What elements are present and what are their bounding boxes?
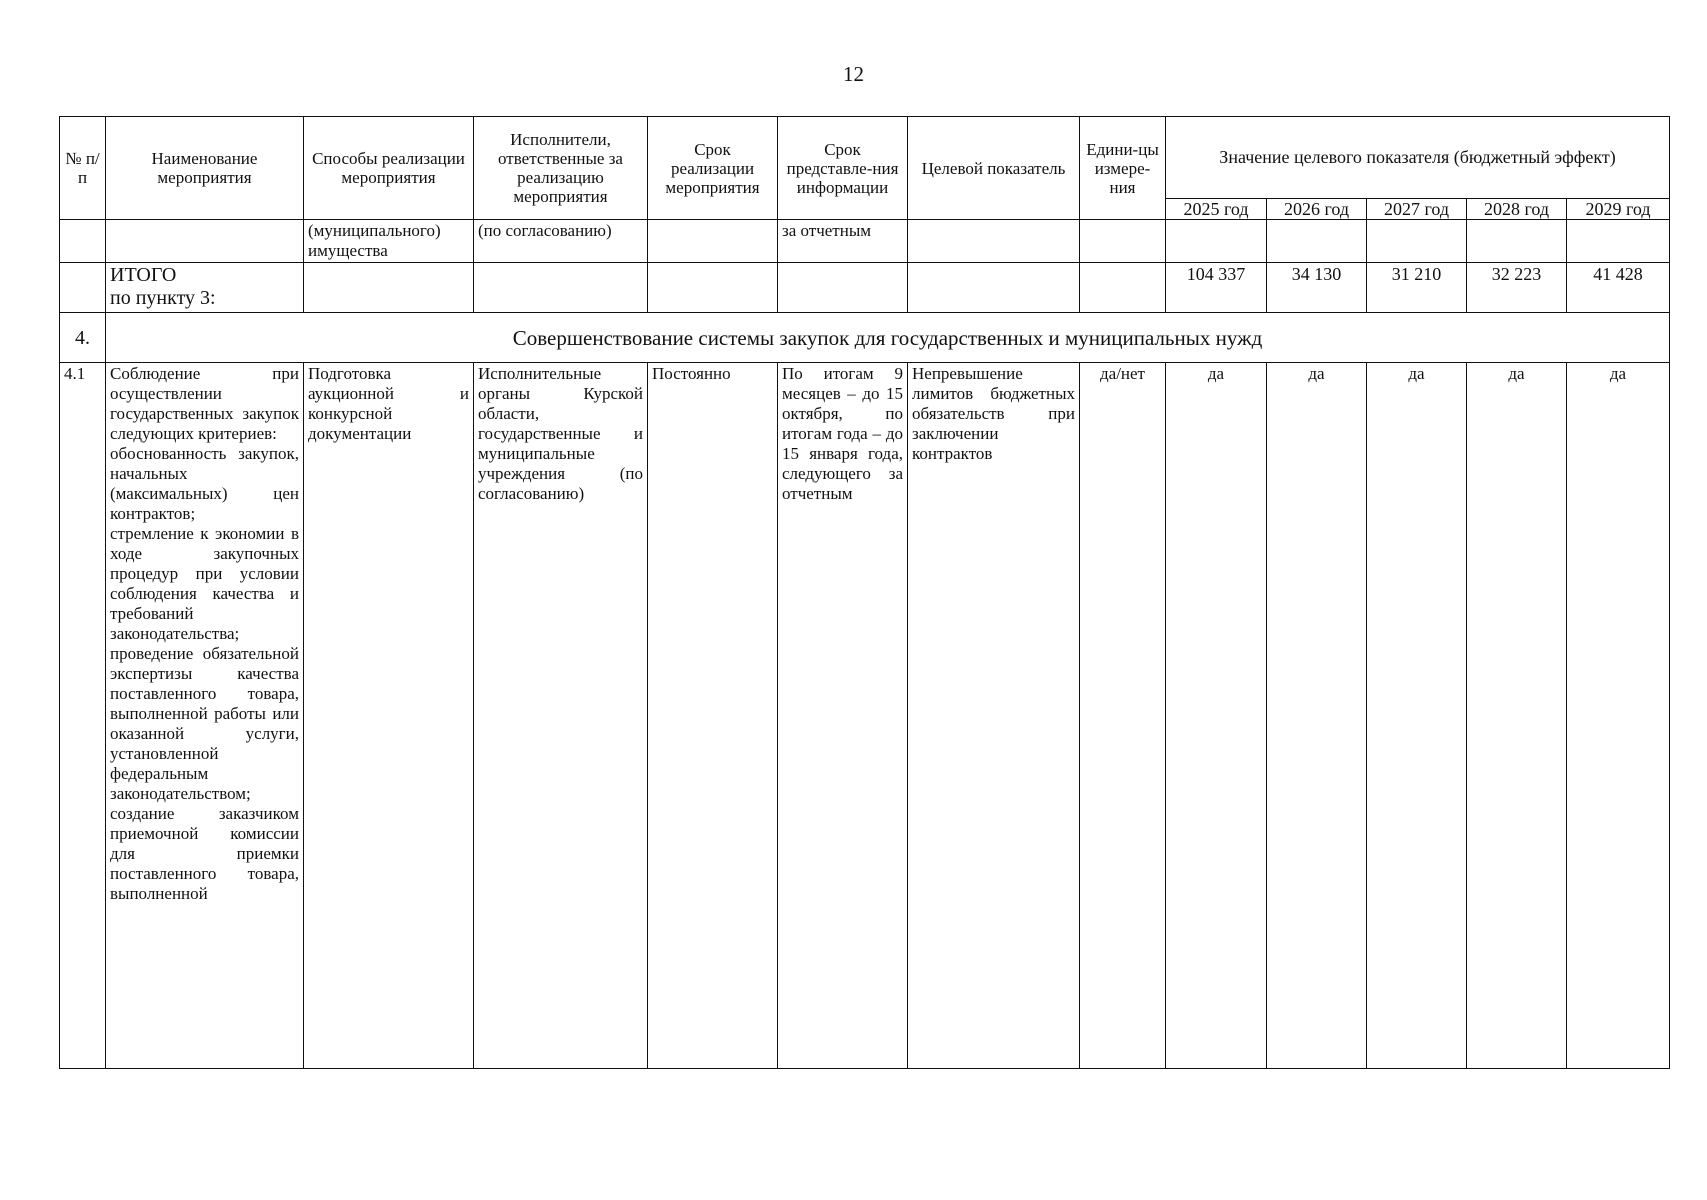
total-row [60, 263, 1670, 313]
total-value: 31 210 [1367, 263, 1467, 313]
total-value: 104 337 [1166, 263, 1267, 313]
total-label-line2: по пункту 3: [110, 287, 216, 309]
continuation-row [60, 220, 1670, 263]
item-value: да [1166, 363, 1267, 1069]
item-number: 4.1 [60, 363, 106, 1069]
item-value: да [1467, 363, 1567, 1069]
header-year: 2029 год [1567, 199, 1670, 220]
header-executors: Исполнители, ответственные за реализацию мероприятия [474, 117, 648, 220]
header-report: Срок представле-ния информации [778, 117, 908, 220]
header-year: 2025 год [1166, 199, 1267, 220]
total-value: 32 223 [1467, 263, 1567, 313]
header-deadline: Срок реализации мероприятия [648, 117, 778, 220]
page-number: 12 [843, 62, 864, 86]
item-value: да [1367, 363, 1467, 1069]
item-target: Непревышение лимитов бюджетных обязательств при заключении контрактов [908, 363, 1080, 1069]
item-value: да [1267, 363, 1367, 1069]
header-target: Целевой показатель [908, 117, 1080, 220]
header-name: Наименование мероприятия [106, 117, 304, 220]
measures-table [59, 116, 1670, 1069]
section-number: 4. [60, 313, 106, 363]
item-name: Соблюдение при осуществлении государственных закупок следующих критериев: обоснованность закупок, начальных (максимальных) цен контрактов; стремление к экономии в ходе закупочных процедур при условии соблюдения качества и требований законодательства; проведение обязательной экспертизы качества поставленного товара, выполненной работы или оказанной услуги, установленной федеральным законодательством; создание заказчиком приемочной комиссии для приемки поставленного товара, выполненной [106, 363, 304, 1069]
header-num: № п/п [60, 117, 106, 220]
section-row [60, 313, 1670, 363]
item-executors: Исполнительные органы Курской области, государственные и муниципальные учреждения (по согласованию) [474, 363, 648, 1069]
header-year: 2028 год [1467, 199, 1567, 220]
total-label [106, 263, 304, 313]
header-units: Едини-цы измере-ния [1080, 117, 1166, 220]
continuation-executors: (по согласованию) [474, 220, 648, 263]
header-methods: Способы реализации мероприятия [304, 117, 474, 220]
item-value: да [1567, 363, 1670, 1069]
continuation-methods: (муниципального) имущества [304, 220, 474, 263]
header-year: 2026 год [1267, 199, 1367, 220]
item-report: По итогам 9 месяцев – до 15 октября, по итогам года – до 15 января года, следующего за отчетным [778, 363, 908, 1069]
header-year: 2027 год [1367, 199, 1467, 220]
item-methods: Подготовка аукционной и конкурсной документации [304, 363, 474, 1069]
total-label-line1: ИТОГО [110, 264, 177, 286]
section-title: Совершенствование системы закупок для государственных и муниципальных нужд [106, 313, 1670, 363]
continuation-report: за отчетным [778, 220, 908, 263]
item-row [60, 363, 1670, 1069]
item-deadline: Постоянно [648, 363, 778, 1069]
header-value: Значение целевого показателя (бюджетный эффект) [1166, 117, 1670, 199]
total-value: 34 130 [1267, 263, 1367, 313]
item-units: да/нет [1080, 363, 1166, 1069]
total-value: 41 428 [1567, 263, 1670, 313]
